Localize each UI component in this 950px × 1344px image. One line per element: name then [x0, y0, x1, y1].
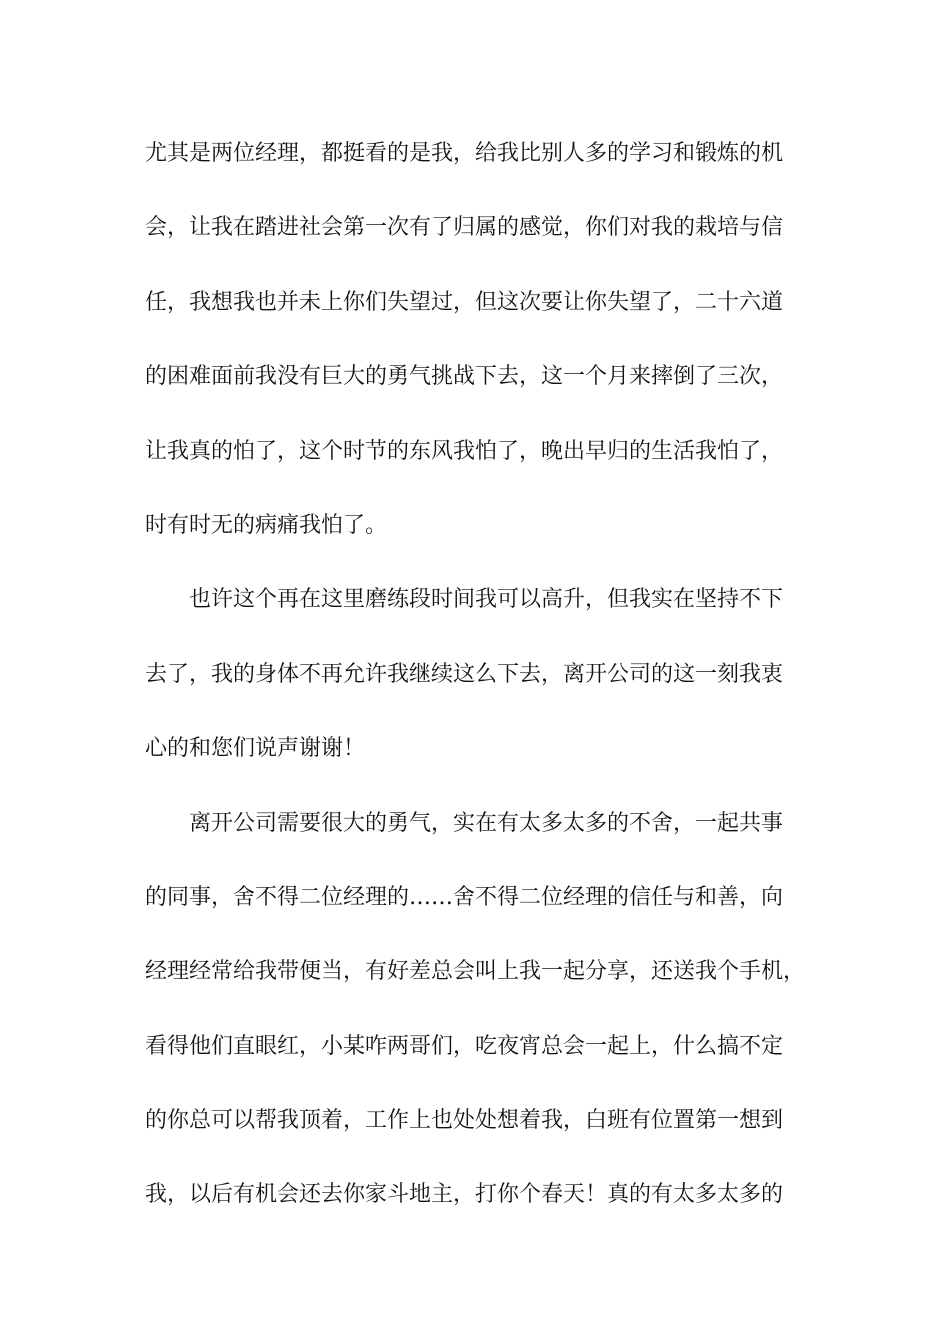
text-line: 的同事，舍不得二位经理的……舍不得二位经理的信任与和善，向 [145, 884, 784, 910]
text-line: 尤其是两位经理，都挺看的是我，给我比别人多的学习和锻炼的机 [145, 141, 784, 166]
body-text [145, 134, 825, 1250]
text-line: 任，我想我也并未上你们失望过，但这次要让你失望了，二十六道 [145, 289, 784, 315]
text-line: 经理经常给我带便当，有好差总会叫上我一起分享，还送我个手机， [145, 959, 806, 985]
text-line: 的你总可以帮我顶着，工作上也处处想着我，白班有位置第一想到 [145, 1108, 784, 1134]
text-line: 去了，我的身体不再允许我继续这么下去，离开公司的这一刻我衷 [145, 661, 784, 687]
text-line: 的困难面前我没有巨大的勇气挑战下去，这一个月来摔倒了三次， [145, 364, 784, 390]
paragraph-start-line: 离开公司需要很大的勇气，实在有太多太多的不舍，一起共事 [189, 810, 784, 836]
text-line: 心的和您们说声谢谢！ [145, 736, 366, 762]
text-line: 时有时无的病痛我怕了。 [145, 512, 388, 538]
text-line: 看得他们直眼红，小某咋两哥们，吃夜宵总会一起上，什么搞不定 [145, 1033, 784, 1059]
text-line: 我，以后有机会还去你家斗地主，打你个春天！真的有太多太多的 [145, 1182, 784, 1208]
text-line: 让我真的怕了，这个时节的东风我怕了，晚出早归的生活我怕了， [145, 438, 784, 464]
paragraph-start-line: 也许这个再在这里磨练段时间我可以高升，但我实在坚持不下 [189, 587, 784, 613]
text-line: 会，让我在踏进社会第一次有了归属的感觉，你们对我的栽培与信 [145, 215, 784, 241]
